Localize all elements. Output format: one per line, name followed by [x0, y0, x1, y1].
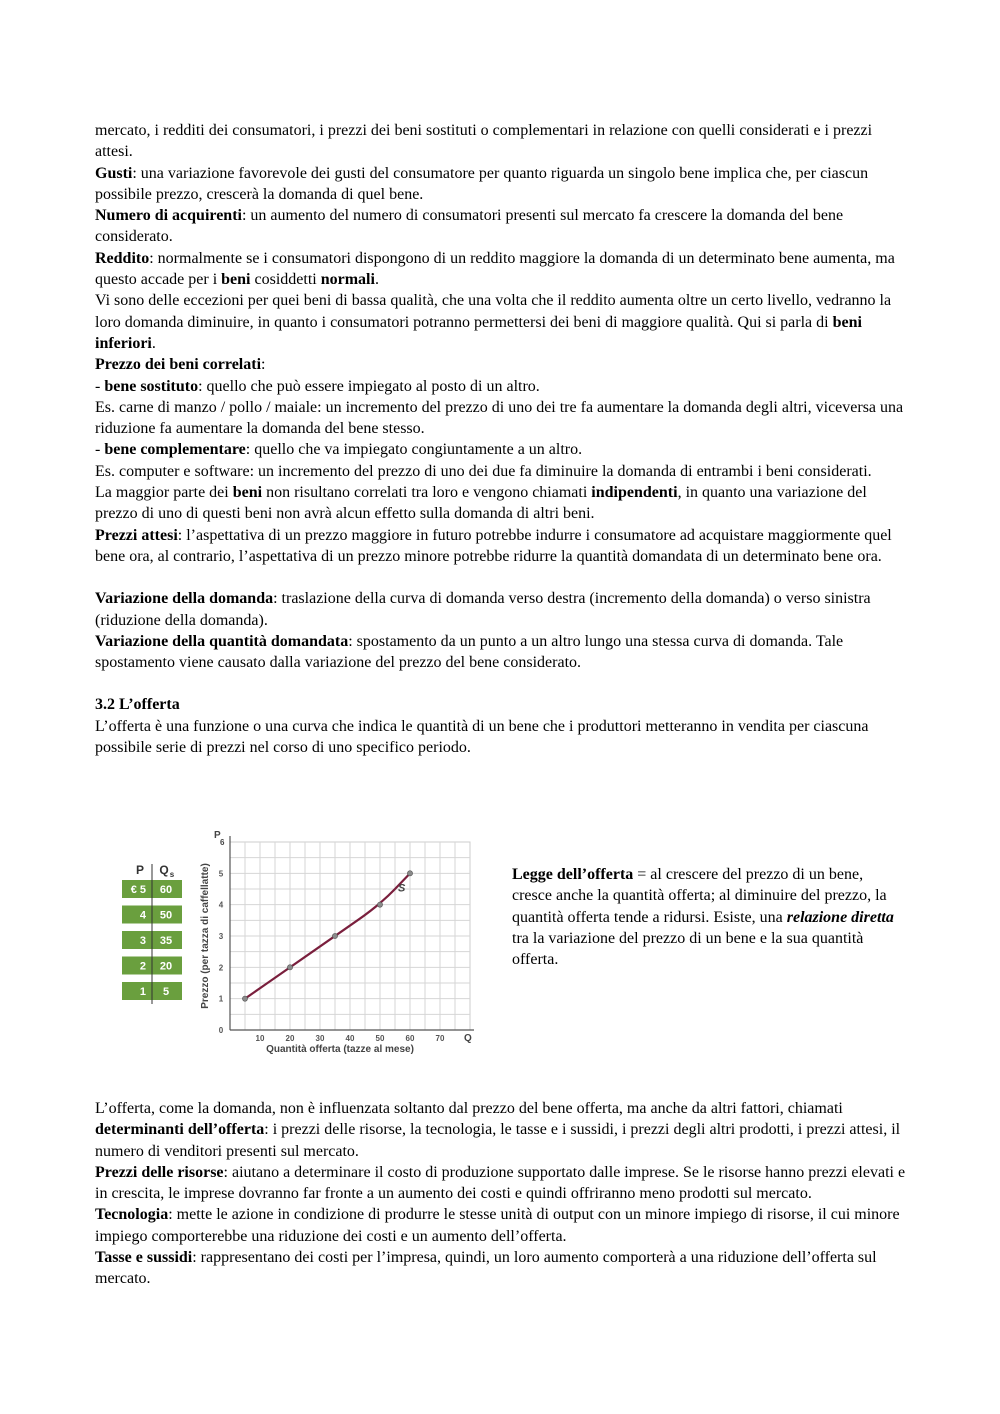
table-cell-quantity: 5 [162, 986, 170, 998]
paragraph-variazione-quantita: Variazione della quantità domandata: spostamento da un punto a un altro lungo una stessa curva di domanda. Tale spostamento viene causato dalla variazione del prezzo del bene considerato. [95, 632, 844, 672]
supply-figure [95, 822, 910, 1062]
x-tick-label: 20 [285, 1034, 295, 1043]
table-cell-price: € 5 [130, 884, 146, 896]
paragraph-tasse: Tasse e sussidi: rappresentano dei costi per l’impresa, quindi, un loro aumento comporterà a una riduzione dell’offerta sul mercato. [95, 1249, 877, 1288]
x-tick-label: 50 [375, 1034, 385, 1043]
x-tick-label: 70 [435, 1034, 445, 1043]
y-tick-label: 0 [218, 1026, 224, 1035]
y-tick-label: 5 [218, 869, 224, 879]
x-tick-label: 10 [255, 1034, 265, 1043]
table-cell-quantity: 60 [159, 884, 173, 896]
paragraph-prezzi-attesi: Prezzi attesi: l’aspettativa di un prezzo maggiore in futuro potrebbe indurre i consumatore ad acquistare maggiormente quel bene ora, al contrario, l’aspettativa di un prezzo minore potrebbe ridurre la quantità domandata di un determinato bene ora. [95, 526, 892, 565]
term-correlati: Prezzo dei beni correlati [95, 356, 262, 374]
data-point [287, 965, 292, 970]
term-acquirenti: Numero di acquirenti [95, 207, 242, 225]
x-tick-label: 30 [315, 1034, 325, 1043]
term-gusti: Gusti [95, 164, 133, 182]
table-cell-price: 4 [139, 909, 146, 922]
table-cell-quantity: 35 [159, 935, 173, 947]
table-cell-price: 2 [139, 960, 146, 973]
paragraph-risorse: Prezzi delle risorse: aiutano a determinare il costo di produzione supportato dalle imprese. Se le risorse hanno prezzi elevati e in crescita, le imprese dovranno far fronte a un aumento dei costi e quindi offriranno meno prodotti sul mercato. [95, 1163, 906, 1203]
paragraph-esempio-1: Es. carne di manzo / pollo / maiale: un incremento del prezzo di uno dei tre fa aumentare la domanda degli altri, viceversa una riduzione fa aumentare la domanda del bene stesso. [95, 398, 904, 438]
term-prezzi-attesi: Prezzi attesi [95, 526, 178, 544]
paragraph-correlati: Prezzo dei beni correlati: [95, 356, 266, 374]
data-point [407, 871, 412, 876]
table-cell-quantity: 20 [159, 960, 173, 973]
paragraph-indipendenti: La maggior parte dei beni non risultano correlati tra loro e vengono chiamati indipendenti, in quanto una variazione del prezzo di uno di questi beni non avrà alcun effetto sulla domanda di altri beni. [95, 484, 867, 523]
paragraph-esempio-2: Es. computer e software: un incremento del prezzo di uno dei due fa diminuire la domanda di entrambi i beni considerati. [95, 462, 872, 480]
y-tick-label: 1 [218, 994, 224, 1004]
data-point [377, 902, 382, 907]
term-tasse: Tasse e sussidi [95, 1249, 193, 1267]
paragraph-tecnologia: Tecnologia: mette le azione in condizione di produrre le stesse unità di output con un minore impiego di risorse, il cui minore impiego comporterebbe una riduzione dei costi e un aumento dell’offerta. [95, 1206, 900, 1245]
paragraph-complementare: - bene complementare: quello che va impiegato congiuntamente a un altro. [95, 441, 583, 459]
y-tick-label: 2 [218, 963, 224, 973]
table-cell-quantity: 50 [159, 909, 173, 922]
paragraph-offerta-definizione: L’offerta è una funzione o una curva che indica le quantità di un bene che i produttori metteranno in vendita per ciascuna possibile serie di prezzi nel corso di uno specifico periodo. [95, 717, 869, 757]
y-tick-label: 3 [218, 932, 224, 941]
paragraph-eccezioni: Vi sono delle eccezioni per quei beni di bassa qualità, che una volta che il reddito aumenta oltre un certo livello, vedranno la loro domanda diminuire, in quanto i consumatori potranno permettersi dei beni di maggiore qualità. Qui si parla di beni inferiori. [95, 292, 892, 352]
paragraph-determinanti: L’offerta, come la domanda, non è influenzata soltanto dal prezzo del bene offerta, ma anche da altri fattori, chiamati determinanti dell’offerta: i prezzi delle risorse, la tecnologia, le tasse e i sussidi, i prezzi degli altri prodotti, i prezzi attesi, il numero di venditori presenti sul mercato. [95, 1100, 901, 1160]
data-point [332, 933, 337, 938]
table-header-q: Q [159, 863, 169, 877]
bottom-text-block [95, 1098, 910, 1290]
y-axis-top-value: 6 [220, 838, 225, 847]
section-title: 3.2 L’offerta [95, 696, 180, 714]
x-axis-end-label: Q [464, 1033, 472, 1044]
term-reddito: Reddito [95, 249, 150, 267]
series-label-s: S [398, 882, 406, 895]
term-risorse: Prezzi delle risorse [95, 1163, 224, 1181]
data-point [242, 996, 247, 1001]
term-tecnologia: Tecnologia [95, 1206, 169, 1224]
table-cell-price: 1 [139, 986, 146, 998]
x-tick-label: 60 [405, 1034, 415, 1043]
term-legge-offerta: Legge dell’offerta [512, 866, 634, 883]
supply-chart [185, 822, 485, 1062]
table-cell-price: 3 [139, 935, 146, 947]
paragraph-intro: mercato, i redditi dei consumatori, i prezzi dei beni sostituti o complementari in relazione con quelli considerati e i prezzi attesi. [95, 122, 873, 161]
paragraph-gusti: Gusti: una variazione favorevole dei gusti del consumatore per quanto riguarda un singolo bene implica che, per ciascun possibile prezzo, crescerà la domanda di quel bene. [95, 164, 869, 203]
table-header-q-sub: s [169, 870, 175, 879]
supply-schedule-table [122, 862, 184, 1007]
x-axis-label: Quantità offerta (tazze al mese) [266, 1044, 414, 1055]
y-axis-label: Prezzo (per tazza di caffellatte) [200, 863, 211, 1009]
top-text-block [95, 120, 910, 758]
paragraph-reddito: Reddito: normalmente se i consumatori dispongono di un reddito maggiore la domanda di un determinato bene aumenta, ma questo accade per i beni cosiddetti normali. [95, 249, 895, 289]
table-header-p: P [135, 863, 145, 877]
x-tick-label: 40 [345, 1034, 355, 1043]
paragraph-variazione-domanda: Variazione della domanda: traslazione della curva di domanda verso destra (incremento della domanda) o verso sinistra (riduzione della domanda). [95, 590, 871, 629]
y-tick-label: 4 [218, 900, 224, 910]
y-axis-top-label: P [214, 830, 221, 841]
paragraph-sostituto: - bene sostituto: quello che può essere impiegato al posto di un altro. [95, 377, 540, 395]
paragraph-acquirenti: Numero di acquirenti: un aumento del numero di consumatori presenti sul mercato fa crescere la domanda del bene considerato. [95, 207, 844, 246]
legge-offerta-text: Legge dell’offerta = al crescere del prezzo di un bene, cresce anche la quantità offerta; al diminuire del prezzo, la quantità offerta tende a ridursi. Esiste, una relazione diretta tra la variazione del prezzo di un bene e la sua quantità offerta. [512, 866, 894, 969]
